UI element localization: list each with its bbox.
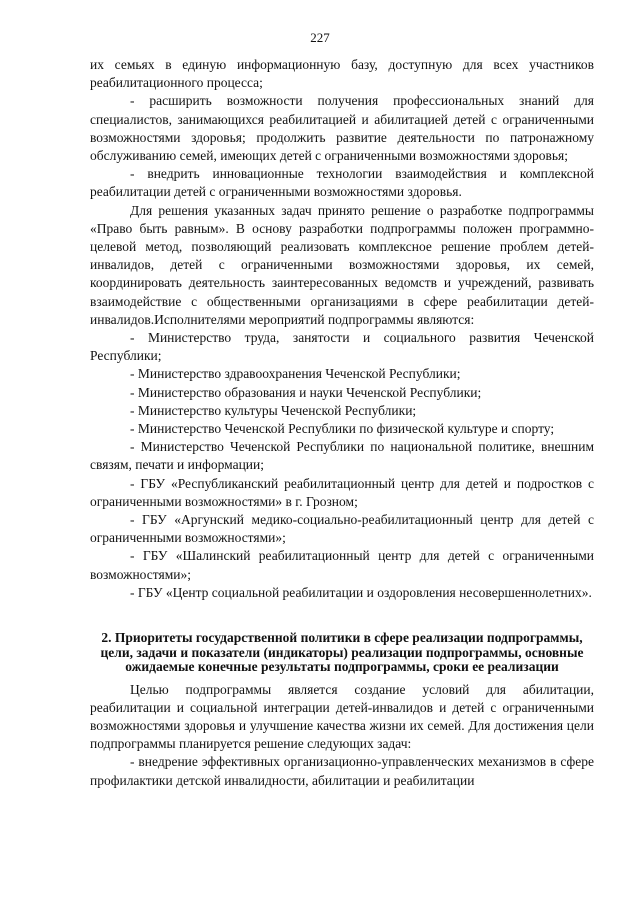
list-item: - внедрить инновационные технологии взаимодействия и комплексной реабилитации детей с ограниченными возможностями здоровья.: [90, 166, 594, 200]
list-item: - Министерство Чеченской Республики по национальной политике, внешним связям, печати и информации;: [90, 439, 594, 473]
list-item: - расширить возможности получения профессиональных знаний для специалистов, занимающихся реабилитацией и абилитацией детей с ограниченными возможностями здоровья; продолжить развитие деятельности по патронажному обслуживанию семей, имеющих детей с ограниченными возможностями здоровья;: [90, 93, 594, 164]
list-item: - Министерство здравоохранения Чеченской Республики;: [130, 366, 461, 382]
list-item: - ГБУ «Шалинский реабилитационный центр для детей с ограниченными возможностями»;: [90, 548, 594, 582]
list-item: - Министерство культуры Чеченской Республики;: [130, 402, 417, 418]
list-item: - ГБУ «Центр социальной реабилитации и оздоровления несовершеннолетних».: [130, 584, 592, 600]
paragraph: Целью подпрограммы является создание условий для абилитации, реабилитации и социальной интеграции детей-инвалидов и детей с ограниченными возможностями здоровья и улучшение качества жизни их семей. Для достижения цели подпрограммы планируется решение следующих задач:: [90, 681, 594, 752]
list-item: - внедрение эффективных организационно-управленческих механизмов в сфере профилактики детской инвалидности, абилитации и реабилитации: [90, 754, 594, 788]
paragraph: Для решения указанных задач принято решение о разработке подпрограммы «Право быть равным». В основу разработки подпрограммы положен программно-целевой метод, позволяющий реализовать комплексное решение проблем детей-инвалидов, детей с ограниченными возможностями здоровья, их семей, координировать деятельность заинтересованных ведомств и учреждений, развивать взаимодействие с общественными организациями в сфере реабилитации детей-инвалидов.Исполнителями мероприятий подпрограммы являются:: [90, 202, 594, 327]
page-number: 227: [310, 30, 330, 45]
list-item: - ГБУ «Аргунский медико-социально-реабилитационный центр для детей с ограниченными возможностями»;: [90, 512, 594, 546]
document-body: [90, 56, 594, 790]
list-item: - Министерство Чеченской Республики по физической культуре и спорту;: [130, 421, 555, 437]
list-item: - ГБУ «Республиканский реабилитационный центр для детей и подростков с ограниченными возможностями» в г. Грозном;: [90, 475, 594, 509]
list-item: - Министерство труда, занятости и социального развития Чеченской Республики;: [90, 330, 594, 364]
section-heading: 2. Приоритеты государственной политики в сфере реализации подпрограммы, цели, задачи и показатели (индикаторы) реализации подпрограммы, основные ожидаемые конечные результаты подпрограммы, сроки ее реализации: [100, 630, 584, 675]
paragraph: их семьях в единую информационную базу, доступную для всех участников реабилитационного процесса;: [90, 57, 594, 91]
list-item: - Министерство образования и науки Чеченской Республики;: [130, 384, 482, 400]
